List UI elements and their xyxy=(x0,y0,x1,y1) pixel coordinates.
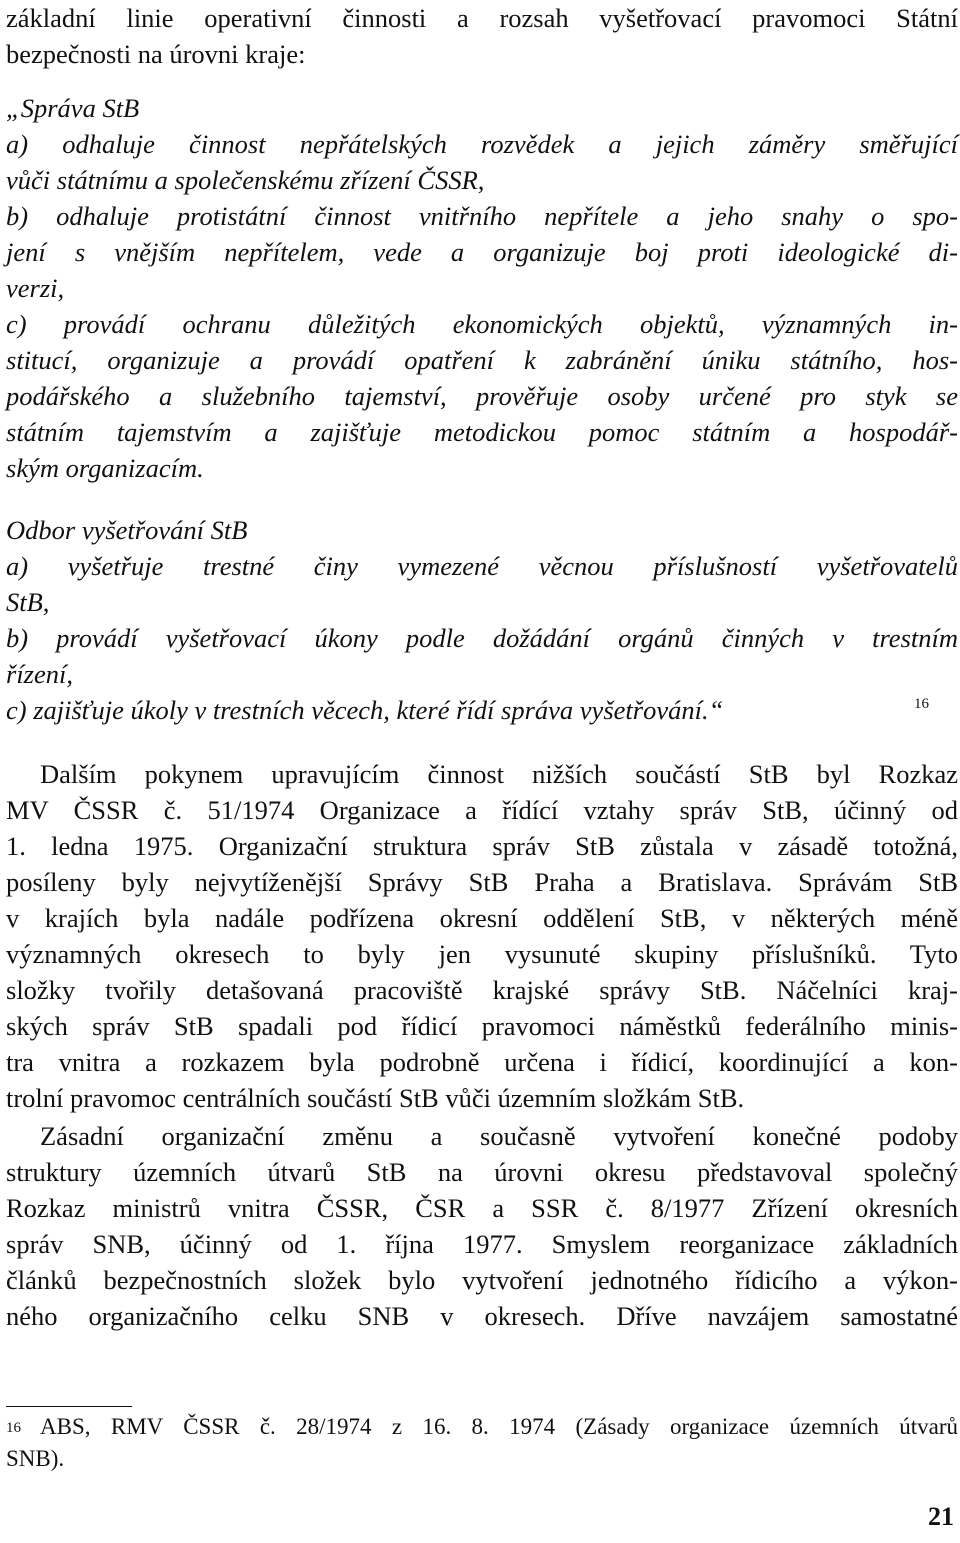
page-number: 21 xyxy=(928,1502,954,1531)
paragraph-line: tra vnitra a rozkazem byla podrobně určena i řídicí, koordinující a kon- xyxy=(6,1047,958,1077)
paragraph-line: posíleny byly nejvytíženější Správy StB Praha a Bratislava. Správám StB xyxy=(6,867,958,897)
quote-heading-odbor: Odbor vyšetřování StB xyxy=(6,515,248,545)
footnote-reference: 16 xyxy=(914,696,929,712)
paragraph-line: Rozkaz ministrů vnitra ČSSR, ČSR a SSR č. 8/1977 Zřízení okresních xyxy=(6,1193,958,1223)
quote-line: b) provádí vyšetřovací úkony podle dožádání orgánů činných v trestním xyxy=(6,623,958,653)
quote-line: vůči státnímu a společenskému zřízení ČSSR, xyxy=(6,165,485,195)
paragraph-line: Dalším pokynem upravujícím činnost nižších součástí StB byl Rozkaz xyxy=(40,759,958,789)
quote-line: a) vyšetřuje trestné činy vymezené věcnou příslušností vyšetřovatelů xyxy=(6,551,958,581)
paragraph-line: 1. ledna 1975. Organizační struktura správ StB zůstala v zásadě totožná, xyxy=(6,831,958,861)
paragraph-line: struktury územních útvarů StB na úrovni okresu představoval společný xyxy=(6,1157,958,1187)
quote-line: b) odhaluje protistátní činnost vnitřního nepřítele a jeho snahy o spo- xyxy=(6,201,958,231)
footnote-text: SNB). xyxy=(6,1446,65,1471)
paragraph-line: trolní pravomoc centrálních součástí StB vůči územním složkám StB. xyxy=(6,1083,745,1113)
footnote-number: 16 xyxy=(6,1420,21,1436)
intro-line: základní linie operativní činnosti a rozsah vyšetřovací pravomoci Státní xyxy=(6,3,958,33)
paragraph-line: ného organizačního celku SNB v okresech. Dříve navzájem samostatné xyxy=(6,1301,958,1331)
quote-heading-sprava: „Správa StB xyxy=(6,93,140,123)
paragraph-line: článků bezpečnostních složek bylo vytvoření jednotného řídicího a výkon- xyxy=(6,1265,958,1295)
footnote-text: ABS, RMV ČSSR č. 28/1974 z 16. 8. 1974 (Zásady organizace územních útvarů xyxy=(40,1414,958,1439)
quote-line: c) provádí ochranu důležitých ekonomických objektů, významných in- xyxy=(6,309,958,339)
paragraph-line: MV ČSSR č. 51/1974 Organizace a řídící vztahy správ StB, účinný od xyxy=(6,795,958,825)
quote-line: c) zajišťuje úkoly v trestních věcech, které řídí správa vyšetřování.“ xyxy=(6,695,724,725)
quote-line: státním tajemstvím a zajišťuje metodickou pomoc státním a hospodář- xyxy=(6,417,958,447)
paragraph-line: složky tvořily detašovaná pracoviště krajské správy StB. Náčelníci kraj- xyxy=(6,975,958,1005)
quote-line: verzi, xyxy=(6,273,65,303)
quote-line: jení s vnějším nepřítelem, vede a organizuje boj proti ideologické di- xyxy=(6,237,958,267)
paragraph-line: významných okresech to byly jen vysunuté skupiny příslušníků. Tyto xyxy=(6,939,958,969)
paragraph-line: ských správ StB spadali pod řídicí pravomoci náměstků federálního minis- xyxy=(6,1011,958,1041)
intro-line: bezpečnosti na úrovni kraje: xyxy=(6,39,306,69)
quote-line: StB, xyxy=(6,587,50,617)
quote-line: stitucí, organizuje a provádí opatření k zabránění úniku státního, hos- xyxy=(6,345,958,375)
paragraph-line: správ SNB, účinný od 1. října 1977. Smyslem reorganizace základních xyxy=(6,1229,958,1259)
quote-line: řízení, xyxy=(6,659,73,689)
quote-line: ským organizacím. xyxy=(6,453,204,483)
footnote-divider xyxy=(6,1406,132,1407)
quote-line: podářského a služebního tajemství, prověřuje osoby určené pro styk se xyxy=(6,381,958,411)
paragraph-line: v krajích byla nadále podřízena okresní oddělení StB, v některých méně xyxy=(6,903,958,933)
quote-line: a) odhaluje činnost nepřátelských rozvědek a jejich záměry směřující xyxy=(6,129,958,159)
paragraph-line: Zásadní organizační změnu a současně vytvoření konečné podoby xyxy=(40,1121,958,1151)
